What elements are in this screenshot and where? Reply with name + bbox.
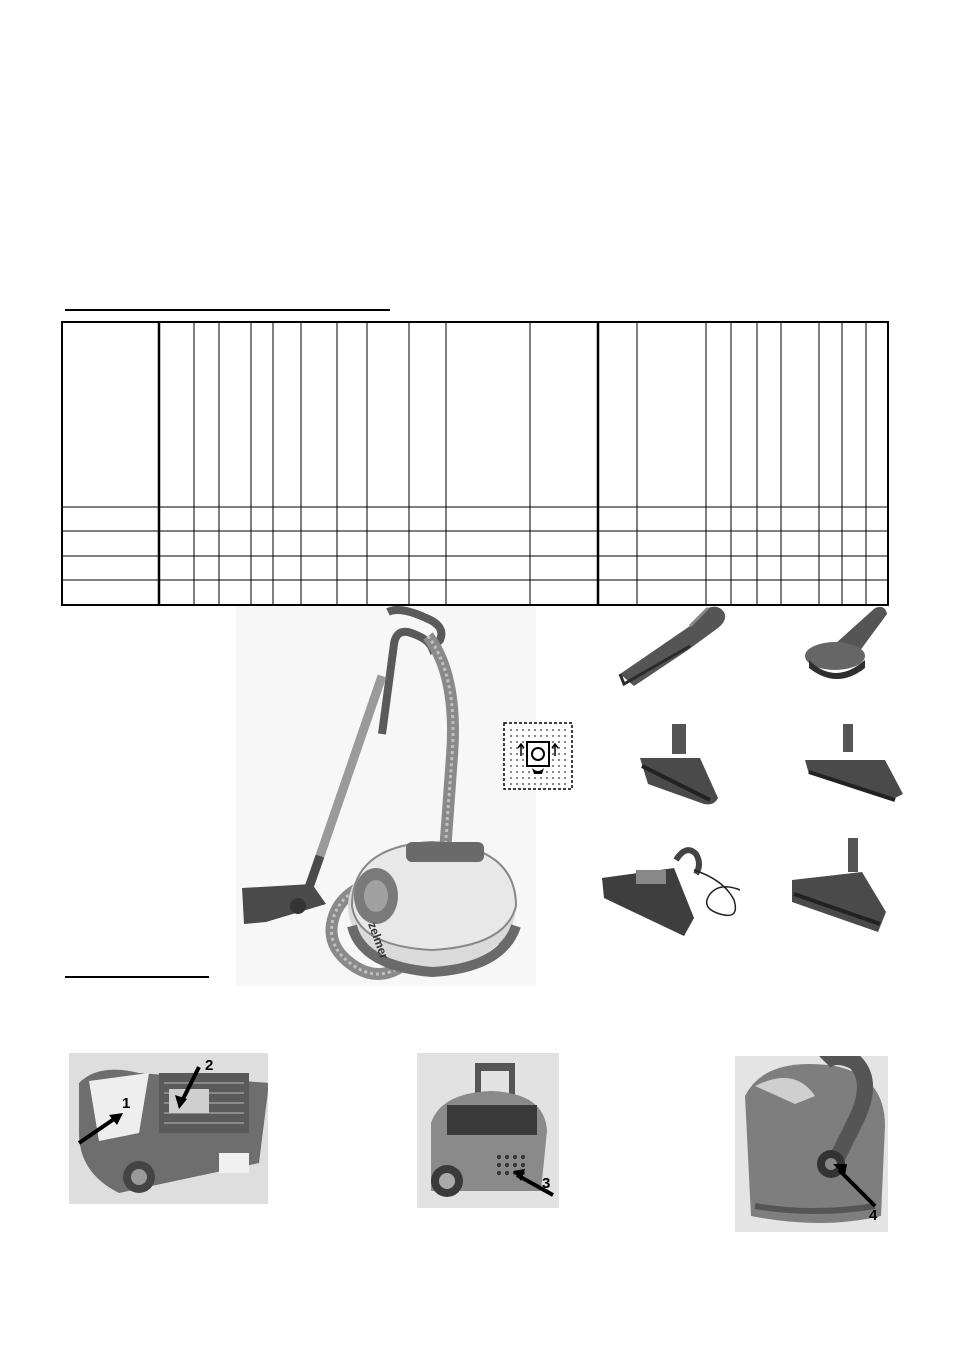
hose-inlet-photo <box>735 1056 888 1232</box>
section-heading-underline <box>65 309 390 311</box>
exhaust-filter-photo <box>417 1053 559 1208</box>
vacuum-cleaner-photo <box>236 606 536 986</box>
model-spec-table <box>61 321 889 606</box>
table-grid <box>63 323 887 604</box>
turbo-brush-icon <box>596 840 756 940</box>
upholstery-nozzle-icon <box>622 722 752 822</box>
callout-2: 2 <box>205 1057 214 1074</box>
section-heading-underline-2 <box>65 976 209 978</box>
brand-label: zelmer <box>365 920 392 961</box>
dusting-brush-icon <box>795 604 925 704</box>
filter-compartment-photo <box>69 1053 268 1204</box>
dust-bag-icon <box>503 722 573 790</box>
callout-1: 1 <box>122 1095 131 1112</box>
callout-3: 3 <box>542 1175 551 1192</box>
floor-brush-icon <box>786 836 896 936</box>
parquet-brush-icon <box>795 722 925 822</box>
callout-4: 4 <box>869 1207 878 1224</box>
crevice-nozzle-icon <box>612 604 742 704</box>
